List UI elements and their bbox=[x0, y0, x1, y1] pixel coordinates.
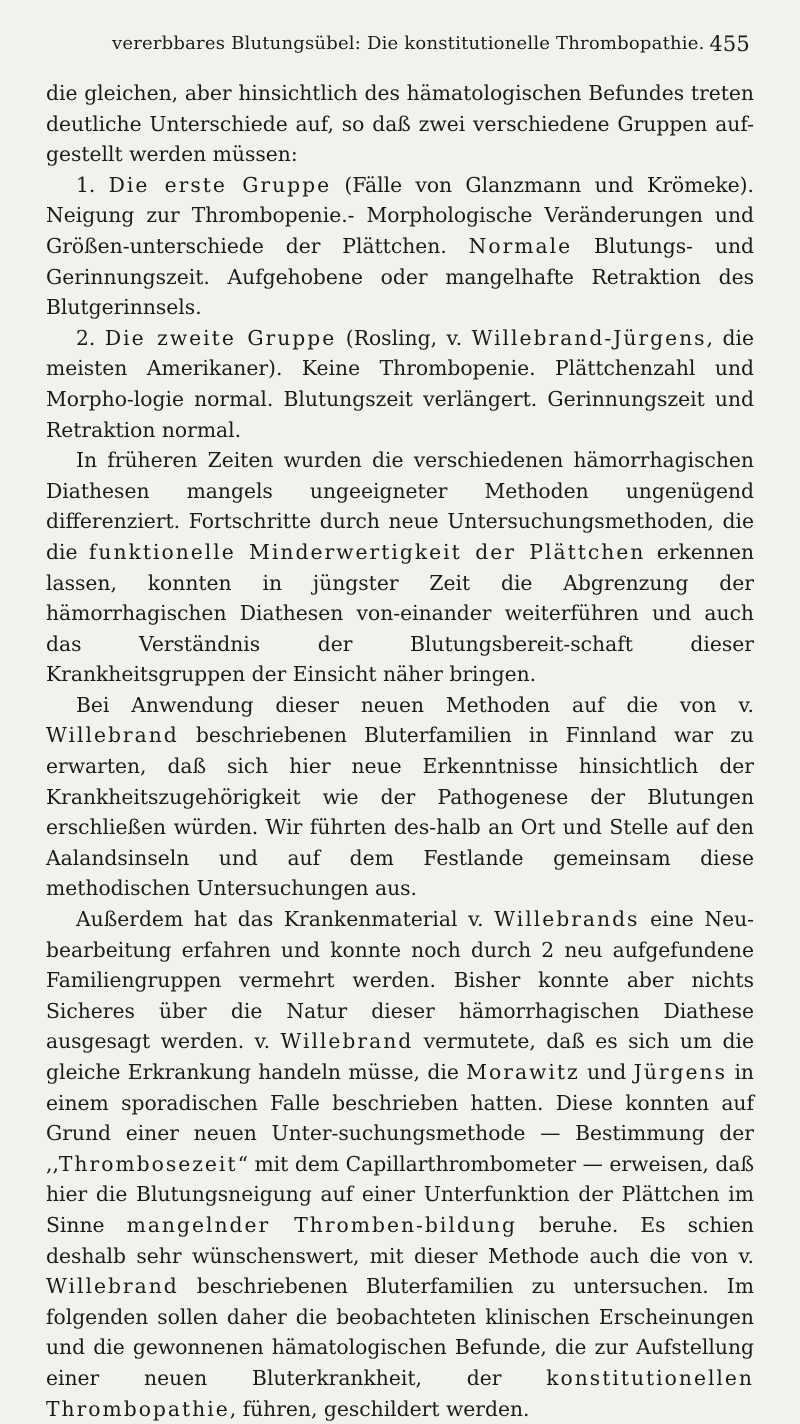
history-emphasis: funktionelle Minderwertigkeit der Plättchen bbox=[88, 539, 646, 564]
group-1-number: 1. bbox=[76, 172, 109, 197]
material-text-c: vermutete, daß es sich um die gleiche Erkrankung handeln müsse, die bbox=[46, 1029, 754, 1084]
methods-text-b: beschriebenen Bluterfamilien in Finnland war zu erwarten, daß sich hier neue Erkenntnisse hinsichtlich der Krankheitszugehörigkeit wie der Pathogenese der Blutungen erschließen würden. Wir führten des-halb an Ort und Stelle auf den Aalandsinseln und auf dem Festlande gemeinsam diese methodischen Untersuchungen aus. bbox=[46, 723, 754, 901]
group-1-normale: Normale bbox=[468, 233, 573, 258]
paragraph-methods bbox=[46, 690, 754, 904]
material-term-thrombenbildung: mangelnder Thromben-bildung bbox=[126, 1212, 517, 1237]
group-2-number: 2. bbox=[76, 325, 105, 350]
paragraph-history bbox=[46, 445, 754, 690]
history-text-a: In früheren Zeiten wurden die verschiedenen hämorrhagischen Diathesen mangels ungeeigneter Methoden ungenügend differenziert. Fortschritte durch neue Untersuchungsmethoden, die die bbox=[46, 448, 754, 564]
material-text-h: beschriebenen Bluterfamilien zu untersuchen. Im folgenden sollen daher die beobachteten klinischen Erscheinungen und die gewonnenen hämatologischen Befunde, die zur Aufstellung einer neuen Bluterkrankheit, der bbox=[46, 1274, 754, 1390]
group-1-text-b: Blutungs- und Gerinnungszeit. Aufgehobene oder mangelhafte Retraktion des Blutgerinnsels. bbox=[46, 233, 754, 320]
page-number: 455 bbox=[709, 32, 750, 56]
material-text-i: , führen, geschildert werden. bbox=[229, 1396, 530, 1421]
material-text-f: “ mit dem Capillarthrombometer — erweisen, daß hier die Blutungsneigung auf einer Unterfunktion der Plättchen im Sinne bbox=[46, 1151, 754, 1237]
paragraph-group-1 bbox=[46, 170, 754, 323]
material-text-a: Außerdem hat das Krankenmaterial v. bbox=[76, 907, 495, 932]
methods-author: Willebrand bbox=[46, 723, 179, 748]
material-author-5: Willebrand bbox=[46, 1274, 179, 1299]
running-header bbox=[46, 28, 754, 60]
material-text-g: beruhe. Es schien deshalb sehr wünschenswert, mit dieser Methode auch die von v. bbox=[46, 1212, 754, 1268]
material-author-4: Jürgens bbox=[633, 1060, 728, 1084]
material-author-2: Willebrand bbox=[280, 1029, 414, 1054]
material-text-b: eine Neu-bearbeitung erfahren und konnte noch durch 2 neu aufgefundene Familiengruppen vermehrt werden. Bisher konnte aber nichts Sicheres über die Natur dieser hämorrhagischen Diathese ausgesagt werden. v. bbox=[46, 907, 754, 1054]
paragraph-group-2 bbox=[46, 323, 754, 445]
material-text-e: in einem sporadischen Falle beschrieben hatten. Diese konnten auf Grund einer neuen Unter-suchungsmethode — Bestimmung der ,, bbox=[46, 1060, 754, 1176]
group-2-authors: Willebrand-Jürgens bbox=[471, 325, 707, 350]
main-text bbox=[46, 78, 754, 1424]
methods-text-a: Bei Anwendung dieser neuen Methoden auf die von v. bbox=[76, 692, 754, 717]
paragraph-material bbox=[46, 904, 754, 1424]
material-term-thrombosezeit: Thrombosezeit bbox=[58, 1151, 238, 1176]
material-text-d: und bbox=[579, 1060, 634, 1084]
material-term-thrombopathie: konstitutionellen Thrombopathie bbox=[46, 1365, 754, 1421]
group-1-text-a: (Fälle von Glanzmann und Krömeke). Neigung zur Thrombopenie.- Morphologische Veränderungen und Größen-unterschiede der Plättchen. bbox=[46, 172, 754, 258]
material-author-3: Morawitz bbox=[466, 1060, 580, 1084]
group-2-heading: Die zweite Gruppe bbox=[104, 325, 337, 350]
history-text-b: erkennen lassen, konnten in jüngster Zeit die Abgrenzung der hämorrhagischen Diathesen von-einander weiterführen und auch das Verständnis der Blutungsbereit-schaft dieser Krankheitsgruppen der Einsicht näher bringen. bbox=[46, 539, 755, 687]
group-1-heading: Die erste Gruppe bbox=[108, 172, 332, 197]
paragraph-intro: die gleichen, aber hinsichtlich des hämatologischen Befundes treten deutliche Unterschiede auf, so daß zwei verschiedene Gruppen auf-gestellt werden müssen: bbox=[46, 81, 754, 167]
group-2-text-b: , die meisten Amerikaner). Keine Thrombopenie. Plättchenzahl und Morpho-logie normal. Blutungszeit verlängert. Gerinnungszeit und Retraktion normal. bbox=[46, 325, 754, 442]
material-author-1: Willebrands bbox=[494, 907, 640, 932]
group-2-text-a: (Rosling, v. bbox=[336, 325, 472, 350]
running-title: vererbbares Blutungsübel: Die konstitutionelle Thrombopathie. bbox=[112, 33, 705, 54]
